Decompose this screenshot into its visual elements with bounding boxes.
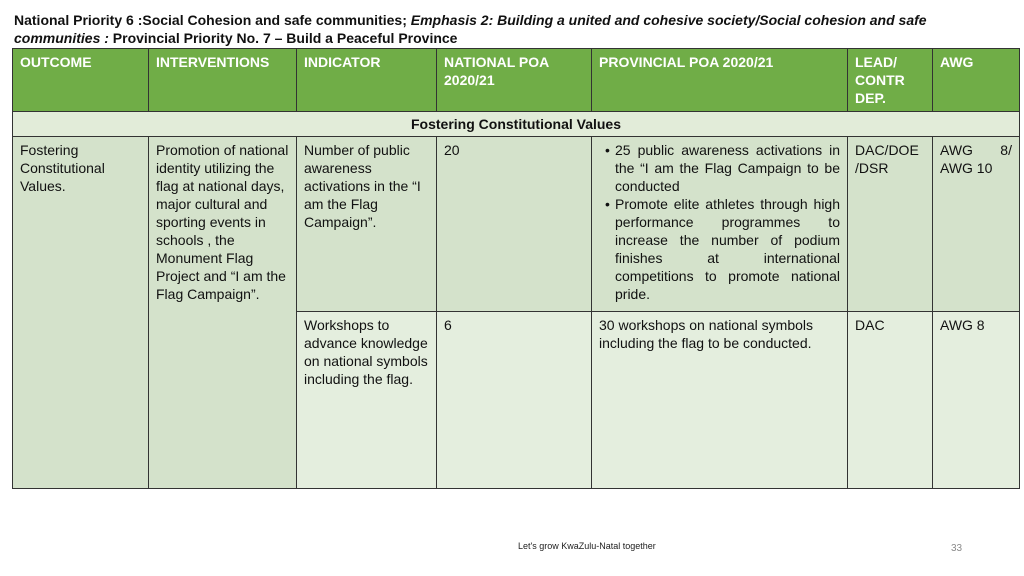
header-national-poa: NATIONAL POA 2020/21 bbox=[437, 49, 592, 112]
section-title: Fostering Constitutional Values bbox=[13, 112, 1020, 137]
cell-provincial-poa: 30 workshops on national symbols including the flag to be conducted. bbox=[592, 312, 848, 489]
table-row bbox=[13, 137, 1020, 312]
header-lead-dep: LEAD/ CONTR DEP. bbox=[848, 49, 933, 112]
list-item: • 25 public awareness activations in the “I am the Flag Campaign to be conducted bbox=[607, 141, 840, 195]
cell-provincial-poa bbox=[592, 137, 848, 312]
cell-national-poa: 20 bbox=[437, 137, 592, 312]
cell-awg: AWG 8 bbox=[933, 312, 1020, 489]
section-row bbox=[13, 112, 1020, 137]
header-outcome: OUTCOME bbox=[13, 49, 149, 112]
cell-indicator: Number of public awareness activations in the “I am the Flag Campaign”. bbox=[297, 137, 437, 312]
list-item: • Promote elite athletes through high performance programmes to increase the number of podium finishes at international competitions to promote national pride. bbox=[607, 195, 840, 303]
provincial-bullet-list bbox=[599, 141, 840, 303]
cell-indicator: Workshops to advance knowledge on national symbols including the flag. bbox=[297, 312, 437, 489]
cell-outcome: Fostering Constitutional Values. bbox=[13, 137, 149, 489]
header-awg: AWG bbox=[933, 49, 1020, 112]
title-priority: National Priority 6 :Social Cohesion and safe communities; bbox=[14, 12, 411, 28]
footer-slogan: Let's grow KwaZulu-Natal together bbox=[518, 541, 656, 551]
slide-title bbox=[14, 11, 1014, 47]
cell-intervention: Promotion of national identity utilizing the flag at national days, major cultural and sporting events in schools , the Monument Flag Project and “I am the Flag Campaign”. bbox=[149, 137, 297, 489]
cell-national-poa: 6 bbox=[437, 312, 592, 489]
poa-table bbox=[12, 48, 1020, 489]
header-interventions: INTERVENTIONS bbox=[149, 49, 297, 112]
cell-awg: AWG 8/ AWG 10 bbox=[933, 137, 1020, 312]
table-header-row bbox=[13, 49, 1020, 112]
title-provincial-priority: Provincial Priority No. 7 – Build a Peaceful Province bbox=[112, 30, 458, 46]
cell-lead-dep: DAC bbox=[848, 312, 933, 489]
title-emphasis: Emphasis 2: Building a united and cohesive society/Social cohesion and safe communities : bbox=[14, 12, 927, 46]
header-provincial-poa: PROVINCIAL POA 2020/21 bbox=[592, 49, 848, 112]
cell-lead-dep: DAC/DOE /DSR bbox=[848, 137, 933, 312]
header-indicator: INDICATOR bbox=[297, 49, 437, 112]
page-number: 33 bbox=[951, 543, 963, 554]
